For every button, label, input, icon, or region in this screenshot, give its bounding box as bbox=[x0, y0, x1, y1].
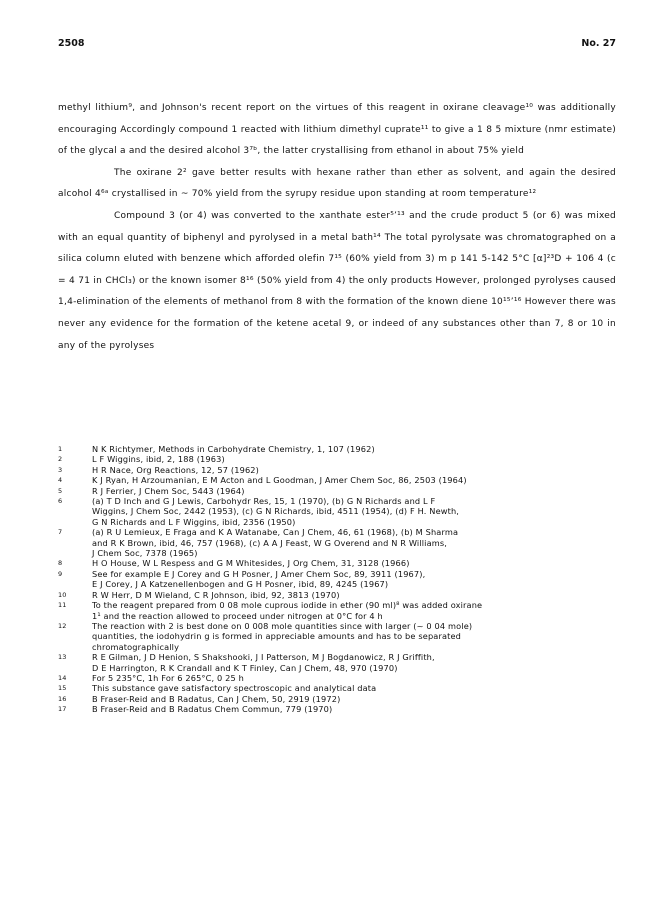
footnote-line: quantities, the iodohydrin g is formed in appreciable amounts and has to be separated bbox=[92, 631, 462, 642]
footnote bbox=[58, 652, 618, 673]
footnote-text bbox=[92, 465, 618, 475]
footnote-number: 8 bbox=[58, 559, 63, 568]
footnote-text bbox=[92, 683, 618, 693]
footnote-number: 15 bbox=[58, 684, 67, 693]
footnote-line: D E Harrington, R K Crandall and K T Finley, Can J Chem, 48, 970 (1970) bbox=[92, 662, 398, 673]
footnote bbox=[58, 496, 618, 527]
footnote-text bbox=[92, 558, 618, 568]
footnote-number: 1 bbox=[58, 445, 63, 453]
footnote-line: R J Ferrier, J Chem Soc, 5443 (1964) bbox=[92, 485, 245, 496]
footnote bbox=[58, 454, 618, 464]
footnote-line: To the reagent prepared from 0 08 mole cuprous iodide in ether (90 ml)⁸ was added oxirane bbox=[92, 600, 483, 611]
footnote-line: E J Corey, J A Katzenellenbogen and G H Posner, ibid, 89, 4245 (1967) bbox=[92, 579, 389, 590]
footnote-text bbox=[92, 590, 618, 600]
footnote-line: N K Richtymer, Methods in Carbohydrate Chemistry, 1, 107 (1962) bbox=[92, 444, 375, 454]
paragraph: methyl lithium⁹, and Johnson's recent report on the virtues of this reagent in oxirane cleavage¹⁰ was additionally encouraging Accordingly compound 1 reacted with lithium dimethyl cuprate¹¹ to give a 1 8 5 mixture (nmr estimate) of the glycal a and the desired alcohol 3⁷ᵇ, the latter crystallising from ethanol in about 75% yield bbox=[58, 103, 616, 157]
footnote-text bbox=[92, 704, 618, 714]
footnote-number: 14 bbox=[58, 673, 67, 682]
footnote-line: B Fraser-Reid and B Radatus Chem Commun, 779 (1970) bbox=[92, 704, 333, 715]
footnote-text bbox=[92, 621, 618, 652]
footnote-text bbox=[92, 475, 618, 485]
issue-number: No. 27 bbox=[581, 38, 616, 49]
footnote-line: and R K Brown, ibid, 46, 757 (1968), (c) A A J Feast, W G Overend and N R Williams, bbox=[92, 537, 448, 548]
footnote bbox=[58, 569, 618, 590]
footnote-text bbox=[92, 673, 618, 683]
footnote-text bbox=[92, 496, 618, 527]
footnote bbox=[58, 694, 618, 704]
footnote-number: 16 bbox=[58, 694, 67, 703]
footnote-line: H R Nace, Org Reactions, 12, 57 (1962) bbox=[92, 464, 260, 475]
footnote-line: chromatographically bbox=[92, 641, 180, 652]
footnote-line: R W Herr, D M Wieland, C R Johnson, ibid, 92, 3813 (1970) bbox=[92, 589, 340, 600]
footnote-text bbox=[92, 486, 618, 496]
footnote-line: K J Ryan, H Arzoumanian, E M Acton and L Goodman, J Amer Chem Soc, 86, 2503 (1964) bbox=[92, 475, 467, 486]
footnote-text bbox=[92, 569, 618, 590]
footnote-number: 5 bbox=[58, 486, 63, 495]
footnote-text bbox=[92, 694, 618, 704]
footnote-number: 7 bbox=[58, 528, 63, 537]
footnote-number: 6 bbox=[58, 497, 63, 506]
footnote-number: 17 bbox=[58, 705, 67, 714]
footnote-number: 13 bbox=[58, 653, 67, 662]
footnote-line: H O House, W L Respess and G M Whitesides, J Org Chem, 31, 3128 (1966) bbox=[92, 558, 410, 569]
footnote-number: 3 bbox=[58, 465, 63, 474]
footnote bbox=[58, 683, 618, 693]
footnote-number: 10 bbox=[58, 590, 67, 599]
footnote bbox=[58, 486, 618, 496]
footnote-line: The reaction with 2 is best done on 0 008 mole quantities since with larger (~ 0 04 mole) bbox=[92, 620, 473, 631]
footnote-text bbox=[92, 444, 618, 454]
footnote-line: Wiggins, J Chem Soc, 2442 (1953), (c) G N Richards, ibid, 4511 (1954), (d) F H. Newth, bbox=[92, 506, 460, 517]
paragraph: Compound 3 (or 4) was converted to the xanthate ester⁵ʼ¹³ and the crude product 5 (or 6) was mixed with an equal quantity of biphenyl and pyrolysed in a metal bath¹⁴ The total pyrolysate was chromatographed on a silica column eluted with benzene which afforded olefin 7¹⁵ (60% yield from 3) m p 141 5-142 5°C [α]²³D + 106 4 (c = 4 71 in CHCl₃) or the known isomer 8¹⁶ (50% yield from 4) the only products However, prolonged pyrolyses caused 1,4-elimination of the elements of methanol from 8 with the formation of the known diene 10¹⁵ʼ¹⁶ However there was never any evidence for the formation of the ketene acetal 9, or indeed of any substances other than 7, 8 or 10 in any of the pyrolyses bbox=[58, 210, 616, 351]
footnote-text bbox=[92, 527, 618, 558]
footnote-text bbox=[92, 600, 618, 621]
footnote bbox=[58, 590, 618, 600]
footnote bbox=[58, 444, 618, 454]
footnote bbox=[58, 465, 618, 475]
footnote-line: 1¹ and the reaction allowed to proceed under nitrogen at 0°C for 4 h bbox=[92, 610, 383, 621]
footnote-line: See for example E J Corey and G H Posner, J Amer Chem Soc, 89, 3911 (1967), bbox=[92, 568, 426, 579]
footnotes-section bbox=[58, 444, 618, 715]
footnote bbox=[58, 673, 618, 683]
footnote-number: 4 bbox=[58, 476, 63, 485]
footnote-line: For 5 235°C, 1h For 6 265°C, 0 25 h bbox=[92, 672, 244, 683]
footnote bbox=[58, 600, 618, 621]
footnote-line: B Fraser-Reid and B Radatus, Can J Chem, 50, 2919 (1972) bbox=[92, 693, 341, 704]
footnote bbox=[58, 527, 618, 558]
footnote-line: G N Richards and L F Wiggins, ibid, 2356 (1950) bbox=[92, 516, 296, 527]
footnote-line: (a) T D Inch and G J Lewis, Carbohydr Res, 15, 1 (1970), (b) G N Richards and L F bbox=[92, 496, 436, 507]
footnote-line: R E Gilman, J D Henion, S Shakshooki, J I Patterson, M J Bogdanowicz, R J Griffith, bbox=[92, 652, 435, 663]
footnote bbox=[58, 621, 618, 652]
footnote-number: 2 bbox=[58, 455, 63, 464]
footnote-number: 11 bbox=[58, 601, 67, 610]
footnote-line: L F Wiggins, ibid, 2, 188 (1963) bbox=[92, 454, 225, 465]
footnote-text bbox=[92, 454, 618, 464]
page-number: 2508 bbox=[58, 38, 85, 49]
footnote bbox=[58, 475, 618, 485]
footnote-line: This substance gave satisfactory spectroscopic and analytical data bbox=[92, 683, 377, 694]
footnote-text bbox=[92, 652, 618, 673]
footnote bbox=[58, 558, 618, 568]
paragraph: The oxirane 2² gave better results with hexane rather than ether as solvent, and again the desired alcohol 4⁶ᵃ crystallised in ~ 70% yield from the syrupy residue upon standing at room temperature¹² bbox=[58, 167, 616, 200]
footnote-number: 12 bbox=[58, 621, 67, 630]
footnote bbox=[58, 704, 618, 714]
footnote-line: (a) R U Lemieux, E Fraga and K A Watanabe, Can J Chem, 46, 61 (1968), (b) M Sharma bbox=[92, 527, 459, 538]
footnote-number: 9 bbox=[58, 569, 63, 578]
article-body bbox=[58, 98, 616, 357]
footnote-line: J Chem Soc, 7378 (1965) bbox=[92, 548, 198, 559]
